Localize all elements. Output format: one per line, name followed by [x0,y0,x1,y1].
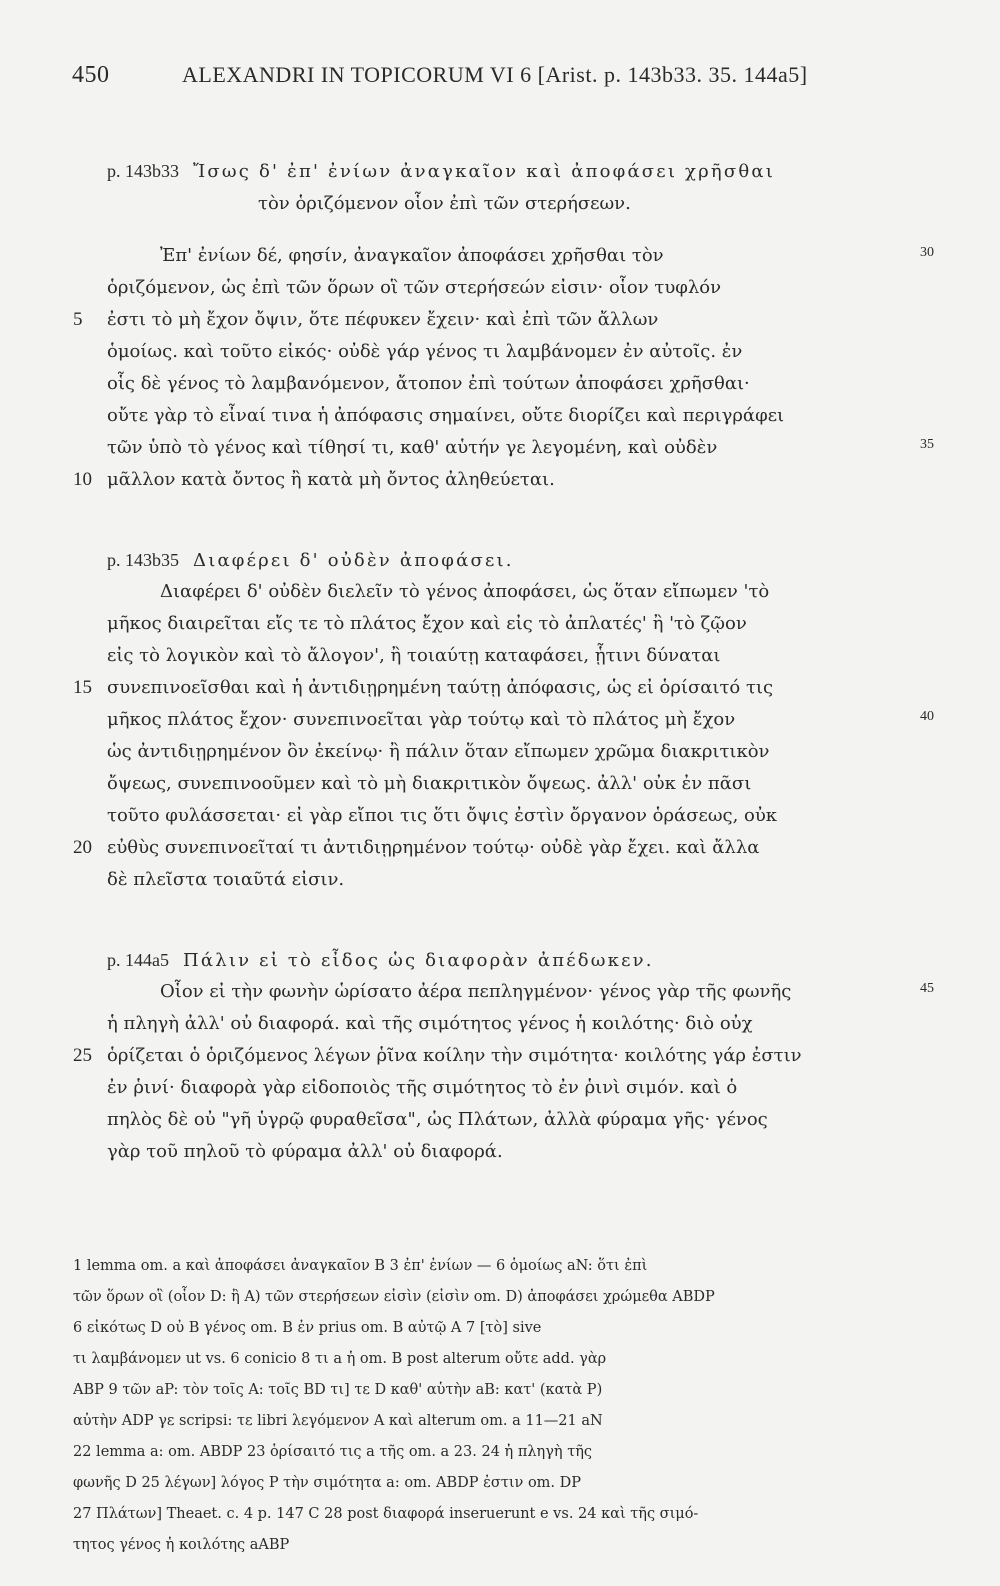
line-number: 10 [73,469,92,490]
text-line [160,976,915,1008]
apparatus-line: ABP 9 τῶν aP: τὸν τοῖς A: τοῖς BD τι] τε D καθ' αὑτὴν aB: κατ' (κατὰ P) [73,1382,603,1398]
margin-reference-number: 35 [920,437,934,452]
text-line [107,640,915,672]
apparatus-line: 6 εἰκότως D οὐ B γένος om. B ἐν prius om. B αὐτῷ A 7 [τὸ] sive [73,1320,542,1336]
text-line [107,704,915,736]
text-line [107,336,915,368]
line-number: 20 [73,837,92,858]
text-line [107,864,915,896]
margin-reference-number: 45 [920,981,934,996]
margin-reference-number: 40 [920,709,934,724]
text-line [107,1136,915,1168]
text-line [160,576,915,608]
lemma-line [107,944,915,976]
text-line [107,1008,915,1040]
line-text: τοῦτο φυλάσσεται· εἰ γὰρ εἴποι τις ὅτι ὄψις ἐστὶν ὄργανον ὁράσεως, οὐκ [107,805,778,826]
text-line [107,672,915,704]
line-text: ἐν ῥινί· διαφορὰ γὰρ εἰδοποιὸς τῆς σιμότητος τὸ ἐν ῥινὶ σιμόν. καὶ ὁ [107,1077,738,1098]
text-line [258,188,915,220]
line-text: Ἐπ' ἐνίων δέ, φησίν, ἀναγκαῖον ἀποφάσει χρῆσθαι τὸν [160,245,664,266]
text-line [107,736,915,768]
lemma-reference: p. 143b33 [107,161,179,181]
text-line [107,464,915,496]
line-text: πηλὸς δὲ οὐ "γῆ ὑγρῷ φυραθεῖσα", ὡς Πλάτων, ἀλλὰ φύραμα γῆς· γένος [107,1109,768,1130]
apparatus-line: αὐτὴν ADP γε scripsi: τε libri λεγόμενον A καὶ alterum om. a 11—21 aN [73,1413,603,1429]
line-text: τῶν ὑπὸ τὸ γένος καὶ τίθησί τι, καθ' αὑτήν γε λεγομένη, καὶ οὐδὲν [107,437,718,458]
line-text: ἐστι τὸ μὴ ἔχον ὄψιν, ὅτε πέφυκεν ἔχειν· καὶ ἐπὶ τῶν ἄλλων [107,309,659,330]
line-text: γὰρ τοῦ πηλοῦ τὸ φύραμα ἀλλ' οὐ διαφορά. [107,1141,503,1162]
text-line [107,432,915,464]
text-line [160,240,915,272]
page-number: 450 [72,62,110,88]
lemma-line [107,544,915,576]
text-line [107,800,915,832]
text-line [107,1040,915,1072]
text-line [107,832,915,864]
apparatus-line: 27 Πλάτων] Theaet. c. 4 p. 147 C 28 post διαφορά inseruerunt e vs. 24 καὶ τῆς σιμό- [73,1506,699,1522]
line-text: εἰς τὸ λογικὸν καὶ τὸ ἄλογον', ἢ τοιαύτῃ καταφάσει, ᾗτινι δύναται [107,645,721,666]
line-text: ὁμοίως. καὶ τοῦτο εἰκός· οὐδὲ γάρ γένος τι λαμβάνομεν ἐν αὐτοῖς. ἐν [107,341,743,362]
text-line [107,1104,915,1136]
line-number: 5 [73,309,83,330]
line-number: 15 [73,677,92,698]
apparatus-line: 22 lemma a: om. ABDP 23 ὁρίσαιτό τις a τῆς om. a 23. 24 ἡ πληγὴ τῆς [73,1444,593,1460]
apparatus-line: τι λαμβάνομεν ut vs. 6 conicio 8 τι a ἡ om. B post alterum οὔτε add. γὰρ [73,1351,607,1367]
text-line [107,368,915,400]
line-text: ὁρίζεται ὁ ὁριζόμενος λέγων ῥῖνα κοίλην τὴν σιμότητα· κοιλότης γάρ ἐστιν [107,1045,802,1066]
line-text: ὡς ἀντιδιῃρημένον ὂν ἐκείνῳ· ἢ πάλιν ὅταν εἴπωμεν χρῶμα διακριτικὸν [107,741,770,762]
line-text: μᾶλλον κατὰ ὄντος ἢ κατὰ μὴ ὄντος ἀληθεύεται. [107,469,555,490]
text-line [107,304,915,336]
margin-reference-number: 30 [920,245,934,260]
line-text: δὲ πλεῖστα τοιαῦτά εἰσιν. [107,869,345,890]
line-text: ὄψεως, συνεπινοοῦμεν καὶ τὸ μὴ διακριτικὸν ὄψεως. ἀλλ' οὐκ ἐν πᾶσι [107,773,752,794]
line-text: συνεπινοεῖσθαι καὶ ἡ ἀντιδιῃρημένη ταύτῃ ἀπόφασις, ὡς εἰ ὁρίσαιτό τις [107,677,774,698]
line-text: οἷς δὲ γένος τὸ λαμβανόμενον, ἄτοπον ἐπὶ τούτων ἀποφάσει χρῆσθαι· [107,373,750,394]
apparatus-line: τητος γένος ἡ κοιλότης aABP [73,1537,290,1553]
apparatus-line: 1 lemma om. a καὶ ἀποφάσει ἀναγκαῖον B 3 ἐπ' ἐνίων — 6 ὁμοίως aN: ὅτι ἐπὶ [73,1258,648,1274]
line-text: μῆκος διαιρεῖται εἴς τε τὸ πλάτος ἔχον καὶ εἰς τὸ ἀπλατές' ἢ 'τὸ ζῷον [107,613,747,634]
text-line [107,608,915,640]
apparatus-divider [0,1232,1000,1233]
text-line [107,1072,915,1104]
line-text: εὐθὺς συνεπινοεῖταί τι ἀντιδιῃρημένον τούτῳ· οὐδὲ γὰρ ἔχει. καὶ ἄλλα [107,837,760,858]
line-text: οὔτε γὰρ τὸ εἶναί τινα ἡ ἀπόφασις σημαίνει, οὔτε διορίζει καὶ περιγράφει [107,405,785,426]
line-text: μῆκος πλάτος ἔχον· συνεπινοεῖται γὰρ τούτῳ καὶ τὸ πλάτος μὴ ἔχον [107,709,736,730]
line-text: Διαφέρει δ' οὐδὲν διελεῖν τὸ γένος ἀποφάσει, ὡς ὅταν εἴπωμεν 'τὸ [160,581,770,602]
line-text: τὸν ὁριζόμενον οἷον ἐπὶ τῶν στερήσεων. [258,193,631,214]
apparatus-line: τῶν ὅρων οἳ (οἷον D: ἢ A) τῶν στερήσεων εἰσὶν (εἰσὶν om. D) ἀποφάσει χρώμεθα ABDP [73,1289,715,1305]
running-title: ALEXANDRI IN TOPICORUM VI 6 [Arist. p. 143b33. 35. 144a5] [182,62,808,87]
lemma-reference: p. 144a5 [107,950,169,970]
line-text: ἡ πληγὴ ἀλλ' οὐ διαφορά. καὶ τῆς σιμότητος γένος ἡ κοιλότης· διὸ οὐχ [107,1013,753,1034]
text-line [107,768,915,800]
line-number: 25 [73,1045,92,1066]
lemma-line [107,155,915,187]
text-line [107,400,915,432]
apparatus-line: φωνῆς D 25 λέγων] λόγος P τὴν σιμότητα a: om. ABDP ἐστιν om. DP [73,1475,582,1491]
running-header [72,62,932,89]
lemma-reference: p. 143b35 [107,550,179,570]
line-text: ὁριζόμενον, ὡς ἐπὶ τῶν ὅρων οἳ τῶν στερήσεών εἰσιν· οἷον τυφλόν [107,277,722,298]
line-text: Οἷον εἰ τὴν φωνὴν ὡρίσατο ἀέρα πεπληγμένον· γένος γὰρ τῆς φωνῆς [160,981,792,1002]
line-text: Ἴσως δ' ἐπ' ἐνίων ἀναγκαῖον καὶ ἀποφάσει χρῆσθαι [193,161,776,182]
text-line [107,272,915,304]
line-text: Πάλιν εἰ τὸ εἶδος ὡς διαφορὰν ἀπέδωκεν. [183,950,654,971]
line-text: Διαφέρει δ' οὐδὲν ἀποφάσει. [193,550,514,571]
